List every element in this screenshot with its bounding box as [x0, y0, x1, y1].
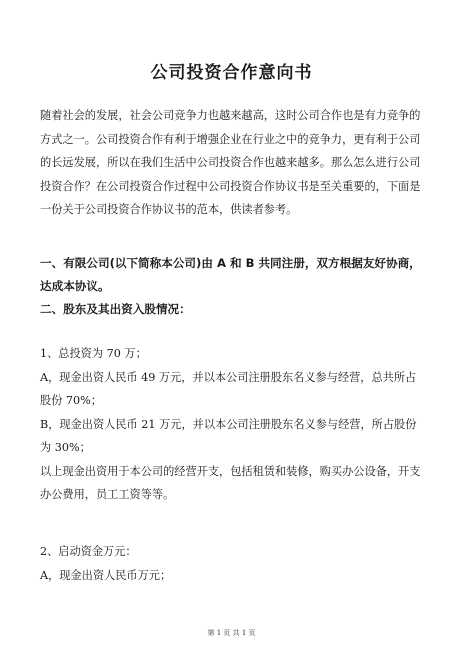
party-a-startup-line: A，现金出资人民币万元； — [40, 568, 172, 582]
document-title: 公司投资合作意向书 — [150, 63, 313, 83]
investment-section — [40, 342, 424, 507]
party-b-contribution: B，现金出资人民币 21 万元，并以本公司注册股东名义参与经营，所占股份为 30%； — [40, 417, 417, 454]
party-a-contribution: A，现金出资人民币 49 万元，并以本公司注册股东名义参与经营，总共所占股份 70%； — [40, 370, 417, 407]
total-investment-line: 1、总投资为 70 万； — [40, 347, 147, 360]
clause-one-heading: 一、有限公司(以下简称本公司)由 A 和 B 共同注册，双方根据友好协商，达成本协议。 — [40, 256, 421, 293]
startup-funds-section — [40, 540, 424, 587]
fund-usage-line: 以上现金出资用于本公司的经营开支，包括租赁和装修，购买办公设备，开支办公费用，员工工资等等。 — [40, 464, 421, 501]
intro-paragraph: 随着社会的发展，社会公司竞争力也越来越高，这时公司合作也是有力竞争的方式之一。公司投资合作有利于增强企业在行业之中的竞争力，更有利于公司的长远发展，所以在我们生活中公司投资合作也越来越多。那么怎么进行公司投资合作？在公司投资合作过程中公司投资合作协议书是至关重要的，下面是一份关于公司投资合作协议书的范本，供读者参考。 — [40, 109, 421, 216]
startup-funds-line: 2、启动资金万元： — [40, 545, 137, 558]
clause-two-heading: 二、股东及其出资入股情况： — [40, 302, 191, 316]
page-footer: 第 1 页 共 1 页 — [207, 629, 256, 637]
